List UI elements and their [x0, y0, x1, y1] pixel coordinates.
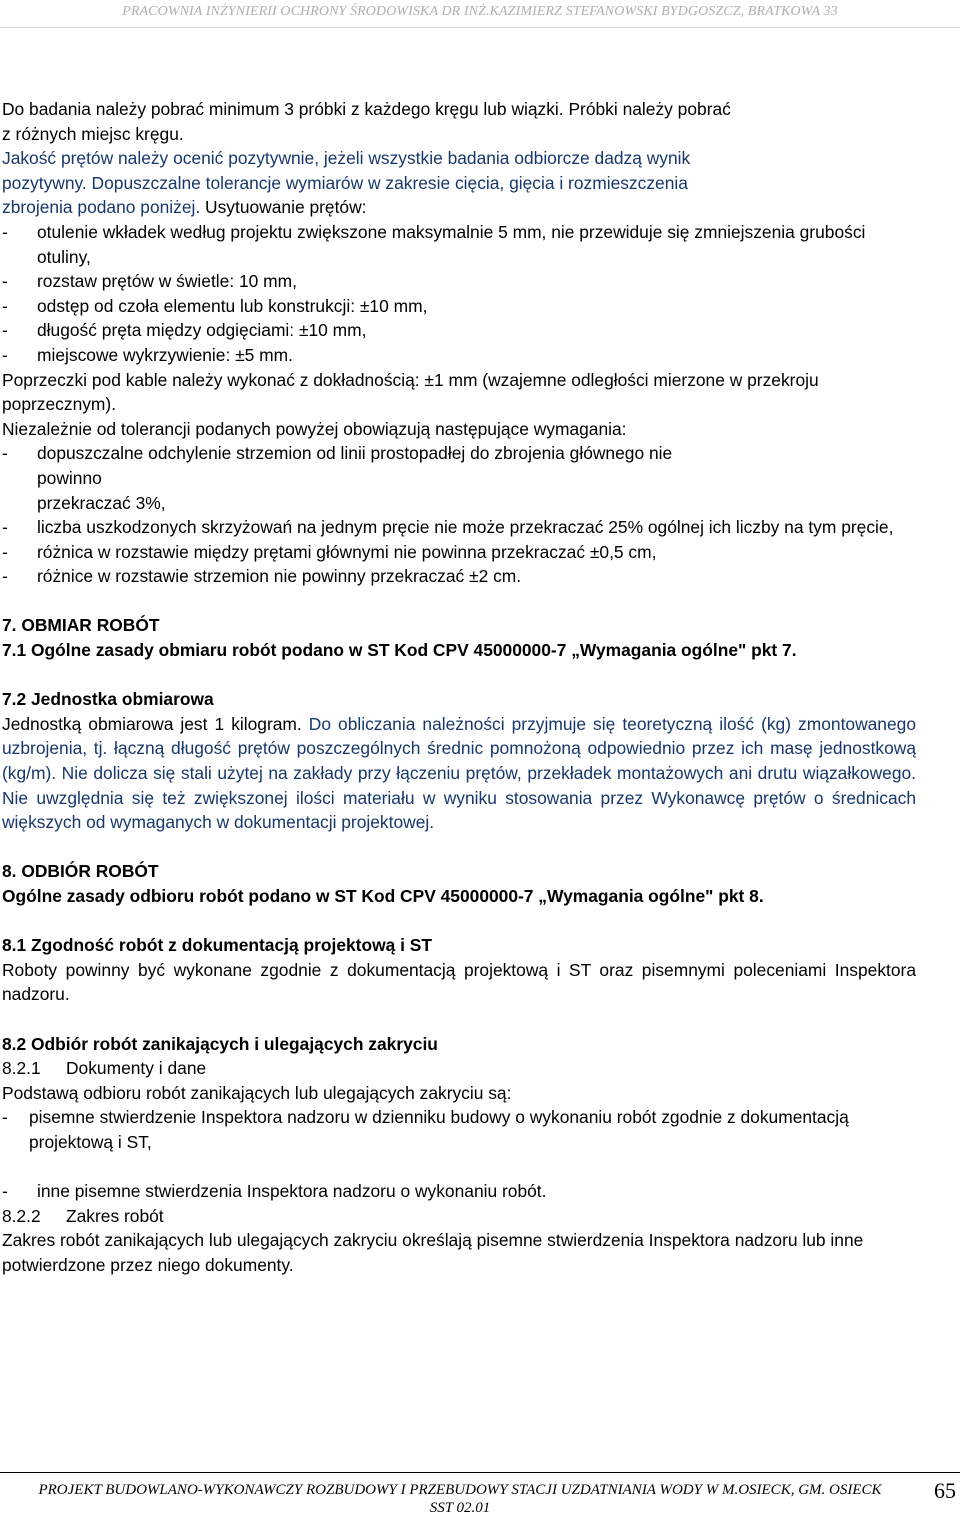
section-7-1-title: 7.1 Ogólne zasady obmiaru robót podano w ST Kod CPV 45000000-7 „Wymagania ogólne" pkt 7. — [2, 640, 797, 661]
section-7-title: 7. OBMIAR ROBÓT — [2, 615, 160, 636]
section-7-2-text: Jednostką obmiarowa jest 1 kilogram. Do obliczania należności przyjmuje się teoretyczną ilość (kg) zmontowanego uzbrojenia, tj. łączną długość prętów poszczególnych średnic pomnożoną odpowiednio przez ich masę jednostkową (kg/m). Nie dolicza się stali użytej na zakłady przy łączeniu prętów, przekładek montażowych ani drutu wiązałkowego. Nie uwzględnia się też zwiększonej ilości materiału w wyniku stosowania przez Wykonawcę prętów o średnicach większych od wymaganych w dokumentacji projektowej. — [2, 713, 916, 833]
list-item: - liczba uszkodzonych skrzyżowań na jednym pręcie nie może przekraczać 25% ogólnej ich liczby na tym pręcie, — [2, 517, 894, 538]
section-7-2-title: 7.2 Jednostka obmiarowa — [2, 689, 214, 710]
placement-intro: Usytuowanie prętów: — [200, 197, 367, 218]
list-item: - długość pręta między odgięciami: ±10 mm, — [2, 320, 367, 341]
section-8-1-title: 8.1 Zgodność robót z dokumentacją projektową i ST — [2, 935, 432, 956]
spacer — [2, 1007, 916, 1032]
footer-rule — [0, 1472, 960, 1473]
list-item-continuation: przekraczać 3%, — [37, 492, 166, 513]
section-8-1-text: Roboty powinny być wykonane zgodnie z dokumentacją projektową i ST oraz pisemnymi poleceniami Inspektora nadzoru. — [2, 959, 916, 1005]
list-item: - dopuszczalne odchylenie strzemion od linii prostopadłej do zbrojenia głównego nie — [2, 443, 673, 464]
section-8-subtitle: Ogólne zasady odbioru robót podano w ST Kod CPV 45000000-7 „Wymagania ogólne" pkt 8. — [2, 886, 764, 906]
tolerance-note: zbrojenia podano poniżej. — [2, 197, 201, 218]
section-8-2-2-text: Zakres robót zanikających lub ulegających zakryciu określają pisemne stwierdzenia Inspektora nadzoru lub inne potwierdzone przez niego dokumenty. — [2, 1230, 864, 1275]
list-item: - różnice w rozstawie strzemion nie powinny przekraczać ±2 cm. — [2, 566, 522, 587]
paragraph-requirements-intro: Niezależnie od tolerancji podanych powyżej obowiązują następujące wymagania: — [2, 418, 627, 439]
spacer — [2, 1155, 916, 1180]
section-8-2-1-heading: 8.2.1 Dokumenty i dane — [2, 1058, 207, 1079]
spacer — [2, 589, 916, 614]
footer-project-title: PROJEKT BUDOWLANO-WYKONAWCZY ROZBUDOWY I PRZEBUDOWY STACJI UZDATNIANIA WODY W M.OSIECK, GM. OSIECK — [38, 1482, 882, 1498]
paragraph-sampling-line1: Do badania należy pobrać minimum 3 próbki z każdego kręgu lub wiązki. Próbki należy pobrać — [2, 99, 731, 119]
page-footer — [0, 1481, 920, 1517]
section-8-2-2-heading: 8.2.2 Zakres robót — [2, 1205, 164, 1226]
list-item: - różnica w rozstawie między prętami głównymi nie powinna przekraczać ±0,5 cm, — [2, 541, 657, 562]
list-item: - odstęp od czoła elementu lub konstrukcji: ±10 mm, — [2, 295, 428, 316]
requirements-list — [2, 441, 916, 589]
section-8-2-1-text: Podstawą odbioru robót zanikających lub ulegających zakryciu są: — [2, 1082, 512, 1103]
page-header: PRACOWNIA INŻYNIERII OCHRONY ŚRODOWISKA DR INŻ.KAZIMIERZ STEFANOWSKI BYDGOSZCZ, BRATKOWA 33 — [122, 4, 838, 19]
section-8-2-title: 8.2 Odbiór robót zanikających i ulegających zakryciu — [2, 1033, 438, 1054]
footer-spec-code: SST 02.01 — [429, 1500, 491, 1516]
page-number: 65 — [934, 1478, 956, 1503]
list-item: - miejscowe wykrzywienie: ±5 mm. — [2, 344, 293, 365]
list-item-continuation: powinno — [37, 467, 102, 488]
paragraph-quality-line2: pozytywny. Dopuszczalne tolerancje wymiarów w zakresie cięcia, gięcia i rozmieszczenia — [2, 172, 688, 193]
placement-list — [2, 220, 916, 368]
list-item: - rozstaw prętów w świetle: 10 mm, — [2, 271, 297, 292]
paragraph-quality-line3 — [2, 195, 916, 220]
paragraph-crossbars: Poprzeczki pod kable należy wykonać z dokładnością: ±1 mm (wzajemne odległości mierzone w przekroju poprzecznym). — [2, 369, 819, 415]
paragraph-sampling-line2: z różnych miejsc kręgu. — [2, 123, 184, 144]
paragraph-quality-line1: Jakość prętów należy ocenić pozytywnie, jeżeli wszystkie badania odbiorcze dadzą wynik — [2, 148, 691, 169]
list-item: - inne pisemne stwierdzenia Inspektora nadzoru o wykonaniu robót. — [2, 1181, 547, 1202]
spacer — [2, 663, 916, 688]
page-content — [2, 97, 916, 1278]
spacer — [2, 835, 916, 860]
section-8-title: 8. ODBIÓR ROBÓT — [2, 861, 159, 882]
header-rule — [0, 27, 960, 28]
list-item: - otulenie wkładek według projektu zwiększone maksymalnie 5 mm, nie przewiduje się zmniejszenia grubości otuliny, — [2, 221, 866, 267]
spacer — [2, 909, 916, 934]
list-item: - pisemne stwierdzenie Inspektora nadzoru w dzienniku budowy o wykonaniu robót zgodnie z dokumentacją projektową i ST, — [2, 1107, 849, 1152]
